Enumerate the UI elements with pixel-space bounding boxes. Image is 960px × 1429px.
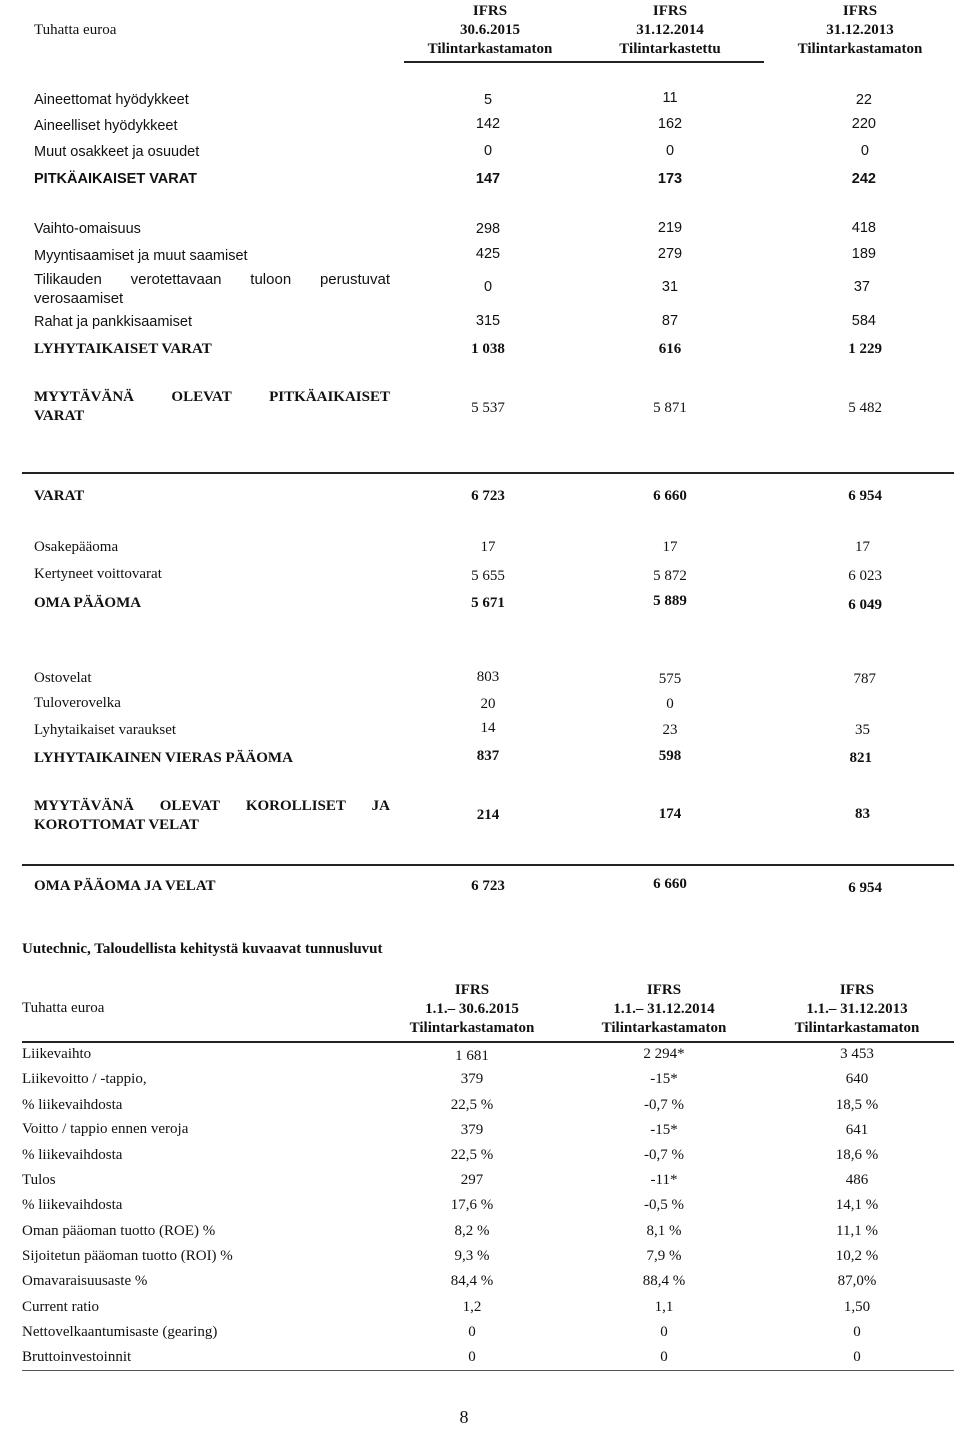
cell-2014: -11*	[650, 1172, 678, 1188]
label-word: OLEVAT	[159, 798, 221, 814]
column-standard: IFRS	[842, 3, 878, 19]
row-label: Aineelliset hyödykkeet	[34, 118, 178, 134]
cell-2013: 0	[860, 143, 869, 159]
row-label: Rahat ja pankkisaamiset	[34, 314, 192, 330]
column-status: Tilintarkastamaton	[797, 41, 923, 57]
cell-2015: 0	[468, 1324, 476, 1340]
cell-2014: -0,5 %	[644, 1197, 684, 1213]
column-status: Tilintarkastamaton	[409, 1020, 535, 1036]
cell-2015: 5	[483, 92, 493, 108]
column-date: 31.12.2013	[826, 22, 894, 38]
column-status: Tilintarkastamaton	[794, 1020, 920, 1036]
cell-2014: -15*	[650, 1122, 678, 1138]
label-word: MYYTÄVÄNÄ	[34, 389, 134, 405]
cell-2013: 0	[853, 1324, 861, 1340]
cell-2014: 5 872	[653, 568, 687, 584]
cell-2015: 22,5 %	[450, 1147, 494, 1163]
cell-2015: 17,6 %	[450, 1197, 494, 1213]
row-label: Aineettomat hyödykkeet	[34, 92, 189, 108]
row-label: Kertyneet voittovarat	[34, 566, 162, 582]
cell-2013: 584	[851, 313, 876, 329]
column-status: Tilintarkastamaton	[601, 1020, 727, 1036]
cell-2015: 379	[460, 1071, 484, 1087]
row-label: Tuloverovelka	[34, 695, 121, 711]
row-label: % liikevaihdosta	[22, 1097, 123, 1113]
cell-2013: 0	[853, 1349, 861, 1365]
cell-2015: 5 537	[471, 400, 505, 416]
row-label: Muut osakkeet ja osuudet	[34, 144, 200, 160]
column-standard: IFRS	[652, 3, 688, 19]
column-period: 1.1.– 31.12.2014	[613, 1001, 715, 1017]
column-standard: IFRS	[472, 3, 508, 19]
section-rule	[22, 472, 954, 474]
cell-2014: 0	[665, 143, 675, 159]
cell-2014: 174	[658, 806, 682, 822]
cell-2015: 20	[480, 696, 496, 712]
cell-2014: 162	[657, 116, 683, 132]
row-label: Ostovelat	[34, 670, 92, 686]
cell-2014: 11	[662, 90, 678, 106]
cell-2013: 242	[851, 171, 876, 187]
key-figures-unit-label: Tuhatta euroa	[22, 1000, 105, 1016]
cell-2015: 1 681	[455, 1048, 489, 1064]
section-rule	[22, 864, 954, 866]
row-label: OMA PÄÄOMA JA VELAT	[34, 878, 216, 894]
cell-2014: 31	[661, 279, 679, 295]
column-date: 30.6.2015	[460, 22, 520, 38]
header-underline	[404, 61, 764, 63]
cell-2013: 14,1 %	[835, 1197, 879, 1213]
cell-2014: 5 889	[653, 593, 687, 609]
cell-2014: -0,7 %	[644, 1097, 684, 1113]
row-label: OMA PÄÄOMA	[34, 595, 142, 611]
label-word: tuloon	[250, 271, 292, 288]
cell-2013: 189	[851, 246, 876, 262]
cell-2013: 220	[851, 116, 876, 132]
column-standard: IFRS	[839, 982, 875, 998]
cell-2013: 35	[855, 722, 870, 738]
cell-2014: 17	[662, 539, 678, 555]
cell-2013: 486	[845, 1172, 869, 1188]
row-label: PITKÄAIKAISET VARAT	[34, 171, 197, 187]
label-word: perustuvat	[319, 271, 390, 288]
cell-2013: 22	[855, 92, 872, 108]
cell-2014: 6 660	[653, 876, 687, 892]
label-word: PITKÄAIKAISET	[269, 389, 390, 405]
cell-2013: 641	[845, 1122, 869, 1138]
cell-2015: 214	[476, 807, 500, 823]
cell-2015: 5 671	[471, 595, 505, 611]
cell-2014: 23	[662, 722, 678, 738]
cell-2015: 0	[483, 143, 493, 159]
balance-column-header-2014	[580, 2, 760, 59]
cell-2014: 0	[660, 1349, 668, 1365]
row-label: Omavaraisuusaste %	[22, 1273, 148, 1289]
column-standard: IFRS	[646, 982, 682, 998]
cell-2015: 84,4 %	[450, 1273, 494, 1289]
cell-2014: -0,7 %	[644, 1147, 684, 1163]
cell-2013: 18,6 %	[835, 1147, 879, 1163]
row-label: Bruttoinvestoinnit	[22, 1349, 132, 1365]
label-word: OLEVAT	[171, 389, 232, 405]
label-line: VARAT	[34, 408, 85, 424]
row-label: LYHYTAIKAINEN VIERAS PÄÄOMA	[34, 750, 293, 766]
cell-2013: 821	[849, 750, 872, 766]
cell-2015: 22,5 %	[450, 1097, 494, 1113]
column-date: 31.12.2014	[636, 22, 704, 38]
row-label: Liikevoitto / -tappio,	[22, 1071, 147, 1087]
row-label-multiline	[34, 797, 390, 835]
cell-2014: 1,1	[654, 1299, 674, 1315]
cell-2013: 87,0%	[837, 1273, 877, 1289]
row-label: VARAT	[34, 488, 85, 504]
row-label: Sijoitetun pääoman tuotto (ROI) %	[22, 1248, 233, 1264]
column-status: Tilintarkastamaton	[427, 41, 553, 57]
cell-2014: 173	[657, 171, 683, 187]
cell-2014: 598	[658, 748, 682, 764]
cell-2013: 3 453	[840, 1046, 874, 1062]
cell-2013: 83	[855, 806, 870, 822]
cell-2014: 279	[657, 246, 683, 262]
cell-2013: 640	[845, 1071, 869, 1087]
cell-2015: 14	[480, 720, 496, 736]
row-label: Osakepääoma	[34, 539, 119, 555]
label-word: Tilikauden	[34, 271, 102, 288]
cell-2015: 315	[475, 313, 501, 329]
cell-2015: 803	[476, 669, 500, 685]
cell-2015: 8,2 %	[454, 1223, 490, 1239]
balance-column-header-2013	[770, 2, 950, 59]
cell-2014: 2 294*	[643, 1046, 685, 1062]
cell-2014: 5 871	[653, 400, 687, 416]
label-word: KOROLLISET	[245, 798, 346, 814]
label-word: MYYTÄVÄNÄ	[34, 798, 134, 814]
key-figures-column-header-2014	[574, 981, 754, 1038]
cell-2013: 10,2 %	[835, 1248, 879, 1264]
cell-2013: 6 954	[848, 880, 882, 896]
cell-2013: 6 023	[848, 568, 882, 584]
cell-2013: 1,50	[843, 1299, 871, 1315]
key-figures-header-rule	[22, 1041, 954, 1043]
cell-2013: 6 954	[848, 488, 882, 504]
cell-2015: 1,2	[462, 1299, 482, 1315]
key-figures-column-header-2013	[767, 981, 947, 1038]
row-label: Vaihto-omaisuus	[34, 221, 141, 237]
cell-2015: 6 723	[471, 878, 505, 894]
cell-2013: 6 049	[848, 597, 882, 613]
page-number: 8	[459, 1407, 469, 1427]
label-word: JA	[371, 798, 390, 814]
cell-2013: 787	[853, 671, 876, 687]
cell-2015: 0	[468, 1349, 476, 1365]
column-period: 1.1.– 30.6.2015	[425, 1001, 519, 1017]
cell-2013: 18,5 %	[835, 1097, 879, 1113]
label-line: KOROTTOMAT VELAT	[34, 817, 199, 833]
cell-2015: 147	[475, 171, 501, 187]
row-label: LYHYTAIKAISET VARAT	[34, 341, 212, 357]
cell-2013: 17	[855, 539, 870, 555]
cell-2014: 0	[666, 696, 674, 712]
cell-2013: 5 482	[848, 400, 882, 416]
cell-2013: 11,1 %	[836, 1223, 878, 1239]
balance-unit-label: Tuhatta euroa	[34, 22, 117, 38]
row-label: Myyntisaamiset ja muut saamiset	[34, 248, 248, 264]
cell-2015: 425	[475, 246, 501, 262]
label-line	[34, 270, 390, 289]
cell-2015: 0	[483, 279, 493, 295]
cell-2015: 297	[460, 1172, 484, 1188]
column-status: Tilintarkastettu	[619, 41, 721, 57]
cell-2015: 1 038	[471, 341, 505, 357]
row-label: Tulos	[22, 1172, 56, 1188]
label-line	[34, 388, 390, 407]
cell-2014: 616	[658, 341, 682, 357]
key-figures-column-header-2015	[382, 981, 562, 1038]
row-label-multiline	[34, 388, 390, 426]
cell-2015: 142	[475, 116, 501, 132]
row-label: Lyhytaikaiset varaukset	[34, 722, 177, 738]
cell-2014: -15*	[650, 1071, 678, 1087]
cell-2013: 37	[853, 279, 870, 295]
cell-2015: 837	[476, 748, 500, 764]
row-label: Oman pääoman tuotto (ROE) %	[22, 1223, 216, 1239]
cell-2013: 418	[851, 220, 876, 236]
cell-2015: 5 655	[471, 568, 505, 584]
table-bottom-rule	[22, 1370, 954, 1371]
label-word: verotettavaan	[130, 271, 222, 288]
row-label: Current ratio	[22, 1299, 100, 1315]
row-label: Liikevaihto	[22, 1046, 92, 1062]
column-standard: IFRS	[454, 982, 490, 998]
row-label: Voitto / tappio ennen veroja	[22, 1121, 189, 1137]
row-label-multiline	[34, 270, 390, 308]
cell-2015: 9,3 %	[454, 1248, 490, 1264]
row-label: % liikevaihdosta	[22, 1197, 123, 1213]
column-period: 1.1.– 31.12.2013	[806, 1001, 908, 1017]
cell-2014: 6 660	[653, 488, 687, 504]
key-figures-title: Uutechnic, Taloudellista kehitystä kuvaavat tunnusluvut	[22, 941, 383, 957]
cell-2014: 575	[658, 671, 682, 687]
cell-2014: 8,1 %	[646, 1223, 682, 1239]
row-label: % liikevaihdosta	[22, 1147, 123, 1163]
label-line: verosaamiset	[34, 290, 124, 307]
cell-2015: 298	[475, 221, 501, 237]
cell-2014: 7,9 %	[646, 1248, 682, 1264]
cell-2013: 1 229	[848, 341, 882, 357]
cell-2015: 17	[480, 539, 496, 555]
cell-2014: 219	[657, 220, 683, 236]
cell-2014: 87	[661, 313, 679, 329]
cell-2015: 379	[460, 1122, 484, 1138]
cell-2014: 88,4 %	[642, 1273, 686, 1289]
cell-2015: 6 723	[471, 488, 505, 504]
row-label: Nettovelkaantumisaste (gearing)	[22, 1324, 218, 1340]
cell-2014: 0	[660, 1324, 668, 1340]
label-line	[34, 797, 390, 816]
balance-column-header-2015	[400, 2, 580, 59]
